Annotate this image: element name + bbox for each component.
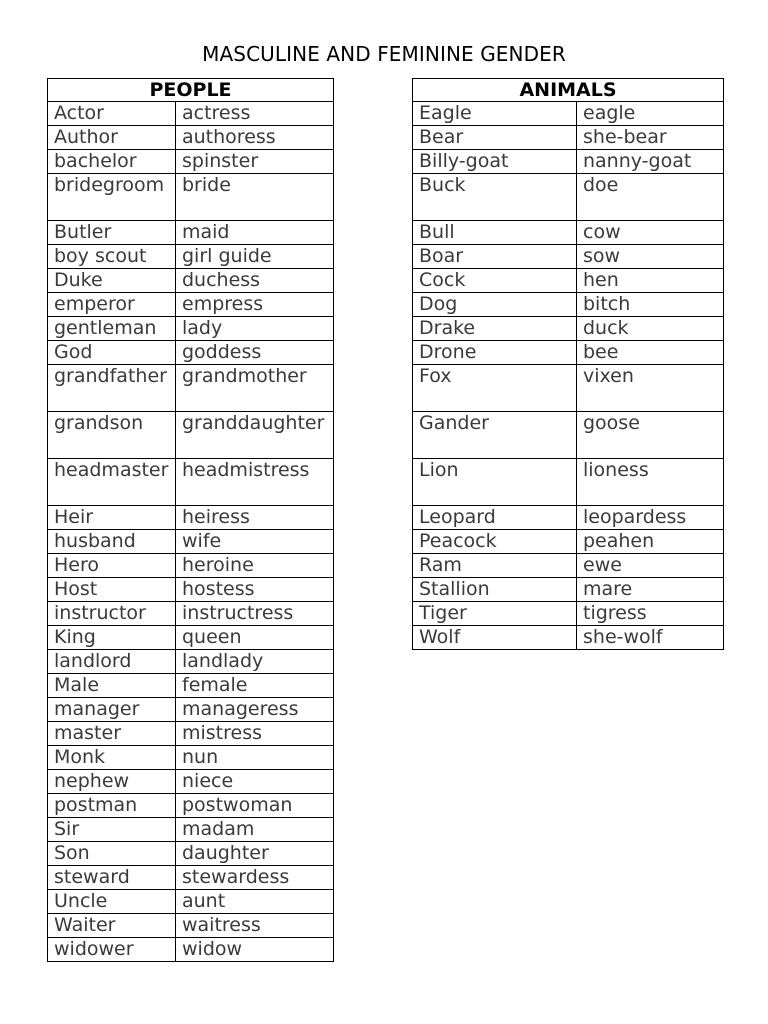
masculine-cell: grandfather xyxy=(48,365,176,412)
masculine-cell: Fox xyxy=(413,365,577,412)
feminine-cell: mistress xyxy=(176,722,334,746)
masculine-cell: Drake xyxy=(413,317,577,341)
table-row xyxy=(413,554,724,578)
table-row xyxy=(48,746,334,770)
animals-table xyxy=(412,78,724,650)
table-row xyxy=(48,459,334,506)
table-row xyxy=(48,554,334,578)
feminine-cell: duchess xyxy=(176,269,334,293)
masculine-cell: gentleman xyxy=(48,317,176,341)
masculine-cell: bachelor xyxy=(48,150,176,174)
masculine-cell: master xyxy=(48,722,176,746)
table-row xyxy=(48,341,334,365)
table-row xyxy=(48,293,334,317)
table-row xyxy=(48,245,334,269)
table-row xyxy=(48,866,334,890)
masculine-cell: Actor xyxy=(48,102,176,126)
masculine-cell: Male xyxy=(48,674,176,698)
table-row xyxy=(48,126,334,150)
table-row xyxy=(413,578,724,602)
feminine-cell: maid xyxy=(176,221,334,245)
table-row xyxy=(48,650,334,674)
table-row xyxy=(413,506,724,530)
feminine-cell: nun xyxy=(176,746,334,770)
table-row xyxy=(48,365,334,412)
masculine-cell: Wolf xyxy=(413,626,577,650)
table-row xyxy=(413,269,724,293)
feminine-cell: authoress xyxy=(176,126,334,150)
feminine-cell: leopardess xyxy=(577,506,724,530)
table-row xyxy=(48,150,334,174)
feminine-cell: heiress xyxy=(176,506,334,530)
masculine-cell: Ram xyxy=(413,554,577,578)
table-row xyxy=(48,102,334,126)
feminine-cell: doe xyxy=(577,174,724,221)
table-row xyxy=(48,674,334,698)
masculine-cell: Eagle xyxy=(413,102,577,126)
feminine-cell: she-bear xyxy=(577,126,724,150)
feminine-cell: stewardess xyxy=(176,866,334,890)
table-row xyxy=(413,602,724,626)
feminine-cell: hostess xyxy=(176,578,334,602)
table-row xyxy=(413,459,724,506)
feminine-cell: cow xyxy=(577,221,724,245)
table-row xyxy=(413,412,724,459)
feminine-cell: eagle xyxy=(577,102,724,126)
feminine-cell: lioness xyxy=(577,459,724,506)
masculine-cell: Boar xyxy=(413,245,577,269)
feminine-cell: queen xyxy=(176,626,334,650)
feminine-cell: postwoman xyxy=(176,794,334,818)
masculine-cell: Host xyxy=(48,578,176,602)
feminine-cell: wife xyxy=(176,530,334,554)
masculine-cell: headmaster xyxy=(48,459,176,506)
feminine-cell: heroine xyxy=(176,554,334,578)
feminine-cell: instructress xyxy=(176,602,334,626)
table-row xyxy=(413,293,724,317)
feminine-cell: headmistress xyxy=(176,459,334,506)
feminine-cell: duck xyxy=(577,317,724,341)
people-table xyxy=(47,78,334,962)
table-row xyxy=(48,770,334,794)
masculine-cell: Lion xyxy=(413,459,577,506)
table-row xyxy=(48,698,334,722)
masculine-cell: God xyxy=(48,341,176,365)
masculine-cell: Stallion xyxy=(413,578,577,602)
feminine-cell: she-wolf xyxy=(577,626,724,650)
masculine-cell: Hero xyxy=(48,554,176,578)
feminine-cell: sow xyxy=(577,245,724,269)
feminine-cell: tigress xyxy=(577,602,724,626)
table-row xyxy=(413,150,724,174)
feminine-cell: granddaughter xyxy=(176,412,334,459)
feminine-cell: bride xyxy=(176,174,334,221)
masculine-cell: Duke xyxy=(48,269,176,293)
feminine-cell: girl guide xyxy=(176,245,334,269)
masculine-cell: Gander xyxy=(413,412,577,459)
masculine-cell: Son xyxy=(48,842,176,866)
feminine-cell: peahen xyxy=(577,530,724,554)
masculine-cell: Heir xyxy=(48,506,176,530)
table-row xyxy=(48,530,334,554)
feminine-cell: actress xyxy=(176,102,334,126)
table-row xyxy=(413,341,724,365)
masculine-cell: husband xyxy=(48,530,176,554)
feminine-cell: landlady xyxy=(176,650,334,674)
masculine-cell: Buck xyxy=(413,174,577,221)
table-row xyxy=(48,221,334,245)
masculine-cell: boy scout xyxy=(48,245,176,269)
masculine-cell: Peacock xyxy=(413,530,577,554)
table-row xyxy=(48,818,334,842)
feminine-cell: bitch xyxy=(577,293,724,317)
masculine-cell: Butler xyxy=(48,221,176,245)
masculine-cell: instructor xyxy=(48,602,176,626)
table-row xyxy=(413,102,724,126)
table-row xyxy=(48,412,334,459)
table-row xyxy=(48,794,334,818)
feminine-cell: grandmother xyxy=(176,365,334,412)
masculine-cell: widower xyxy=(48,938,176,962)
table-row xyxy=(48,174,334,221)
table-row xyxy=(48,842,334,866)
feminine-cell: lady xyxy=(176,317,334,341)
masculine-cell: landlord xyxy=(48,650,176,674)
masculine-cell: Drone xyxy=(413,341,577,365)
masculine-cell: Uncle xyxy=(48,890,176,914)
feminine-cell: empress xyxy=(176,293,334,317)
table-row xyxy=(413,174,724,221)
feminine-cell: spinster xyxy=(176,150,334,174)
table-row xyxy=(413,245,724,269)
feminine-cell: goddess xyxy=(176,341,334,365)
masculine-cell: Waiter xyxy=(48,914,176,938)
masculine-cell: postman xyxy=(48,794,176,818)
feminine-cell: mare xyxy=(577,578,724,602)
people-heading: PEOPLE xyxy=(48,79,334,102)
feminine-cell: niece xyxy=(176,770,334,794)
masculine-cell: Leopard xyxy=(413,506,577,530)
feminine-cell: female xyxy=(176,674,334,698)
feminine-cell: bee xyxy=(577,341,724,365)
feminine-cell: manageress xyxy=(176,698,334,722)
table-row xyxy=(413,126,724,150)
masculine-cell: emperor xyxy=(48,293,176,317)
table-row xyxy=(48,626,334,650)
table-row xyxy=(48,914,334,938)
masculine-cell: steward xyxy=(48,866,176,890)
feminine-cell: nanny-goat xyxy=(577,150,724,174)
feminine-cell: waitress xyxy=(176,914,334,938)
table-row xyxy=(413,317,724,341)
feminine-cell: aunt xyxy=(176,890,334,914)
feminine-cell: hen xyxy=(577,269,724,293)
table-row xyxy=(48,938,334,962)
masculine-cell: Monk xyxy=(48,746,176,770)
masculine-cell: Bear xyxy=(413,126,577,150)
table-row xyxy=(413,365,724,412)
masculine-cell: Sir xyxy=(48,818,176,842)
feminine-cell: madam xyxy=(176,818,334,842)
table-row xyxy=(413,626,724,650)
table-row xyxy=(48,317,334,341)
masculine-cell: Tiger xyxy=(413,602,577,626)
table-row xyxy=(48,269,334,293)
masculine-cell: grandson xyxy=(48,412,176,459)
masculine-cell: King xyxy=(48,626,176,650)
feminine-cell: vixen xyxy=(577,365,724,412)
feminine-cell: goose xyxy=(577,412,724,459)
masculine-cell: nephew xyxy=(48,770,176,794)
table-row xyxy=(48,578,334,602)
table-row xyxy=(48,506,334,530)
masculine-cell: manager xyxy=(48,698,176,722)
table-row xyxy=(48,722,334,746)
table-row xyxy=(413,221,724,245)
animals-heading: ANIMALS xyxy=(413,79,724,102)
feminine-cell: ewe xyxy=(577,554,724,578)
feminine-cell: widow xyxy=(176,938,334,962)
masculine-cell: Cock xyxy=(413,269,577,293)
masculine-cell: Billy-goat xyxy=(413,150,577,174)
masculine-cell: Bull xyxy=(413,221,577,245)
table-row xyxy=(48,890,334,914)
table-row xyxy=(48,602,334,626)
masculine-cell: Dog xyxy=(413,293,577,317)
page-title: MASCULINE AND FEMININE GENDER xyxy=(202,42,566,66)
feminine-cell: daughter xyxy=(176,842,334,866)
table-row xyxy=(413,530,724,554)
masculine-cell: bridegroom xyxy=(48,174,176,221)
masculine-cell: Author xyxy=(48,126,176,150)
